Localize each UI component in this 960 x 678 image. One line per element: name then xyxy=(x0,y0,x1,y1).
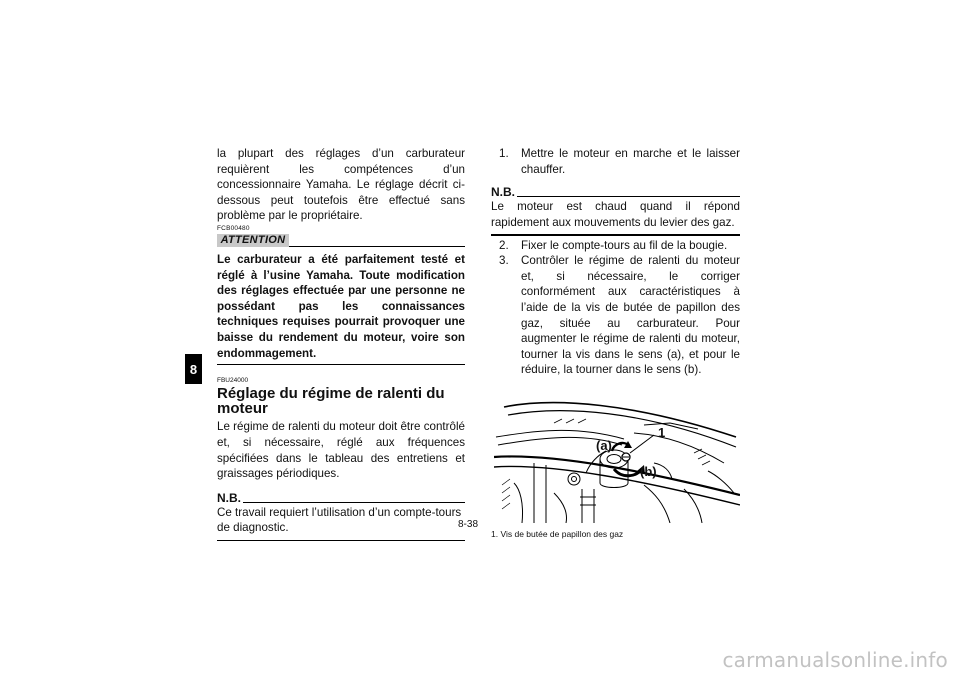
nb-text: Ce travail requiert l’utilisation d’un compte-tours de diagnostic. xyxy=(217,505,462,535)
section-title: Réglage du régime de ralenti du moteur xyxy=(217,385,445,418)
nb-header-right xyxy=(491,185,740,199)
step-3 xyxy=(491,253,740,378)
nb-label-right: N.B. xyxy=(491,185,515,200)
watermark: carmanualsonline.info xyxy=(722,648,948,672)
chapter-tab: 8 xyxy=(185,354,202,384)
left-column xyxy=(217,146,465,541)
page-number: 8-38 xyxy=(458,519,479,530)
attention-bottom-rule xyxy=(217,364,465,365)
step-1-text: Mettre le moteur en marche et le laisser chauffer. xyxy=(521,147,740,176)
intro-paragraph: la plupart des réglages d’un carburateur requièrent les compétences d’un concessionnaire Yamaha. Le réglage décrit ci-dessous peut toutefois être effectué sans problème par le propriétaire. xyxy=(217,147,465,223)
figure-label-b: (b) xyxy=(640,463,657,479)
figure-label-1: 1 xyxy=(658,424,666,440)
nb-header-rule-right xyxy=(517,196,740,197)
section-code: FBU24000 xyxy=(217,377,249,385)
nb-header xyxy=(217,491,465,505)
attention-label: ATTENTION xyxy=(217,234,289,247)
step-3-text: Contrôler le régime de ralenti du moteur et, si nécessaire, le corriger conformément aux caractéristiques à l’aide de la vis de butée de papillon des gaz, située au carburateur. Pour augmenter le régime de ralenti du moteur, tourner la vis dans le sens (a), et pour le réduire, la tourner dans le sens (b). xyxy=(521,254,740,377)
nb-header-rule xyxy=(243,502,465,503)
attention-header xyxy=(217,234,465,248)
attention-code: FCB00480 xyxy=(217,224,250,232)
step-2-number: 2. xyxy=(499,238,509,252)
figure-caption: 1. Vis de butée de papillon des gaz xyxy=(491,528,624,539)
attention-header-rule xyxy=(289,246,465,247)
figure-label-a: (a) xyxy=(596,437,612,453)
section-paragraph: Le régime de ralenti du moteur doit être contrôlé et, si nécessaire, réglé aux fréquences spécifiées dans le tableau des entretiens et graissages périodiques. xyxy=(217,420,465,481)
nb-bottom-rule-right xyxy=(491,234,740,235)
step-3-number: 3. xyxy=(499,254,509,268)
step-1 xyxy=(491,146,740,177)
step-2 xyxy=(491,238,740,254)
right-column xyxy=(491,146,740,539)
nb-bottom-rule xyxy=(217,540,465,541)
carburetor-figure xyxy=(494,393,740,523)
nb-label: N.B. xyxy=(217,490,241,505)
step-1-number: 1. xyxy=(499,147,509,160)
attention-text: Le carburateur a été parfaitement testé et réglé à l’usine Yamaha. Toute modification des réglages effectuée par une personne ne possédant pas les connaissances techniques requises pourrait provoquer une baisse du rendement du moteur, voire son endommagement. xyxy=(217,252,465,360)
carburetor-illustration xyxy=(494,393,740,523)
step-2-text: Fixer le compte-tours au fil de la bougie. xyxy=(521,238,728,252)
nb-text-right: Le moteur est chaud quand il répond rapidement aux mouvements du levier des gaz. xyxy=(491,200,740,229)
